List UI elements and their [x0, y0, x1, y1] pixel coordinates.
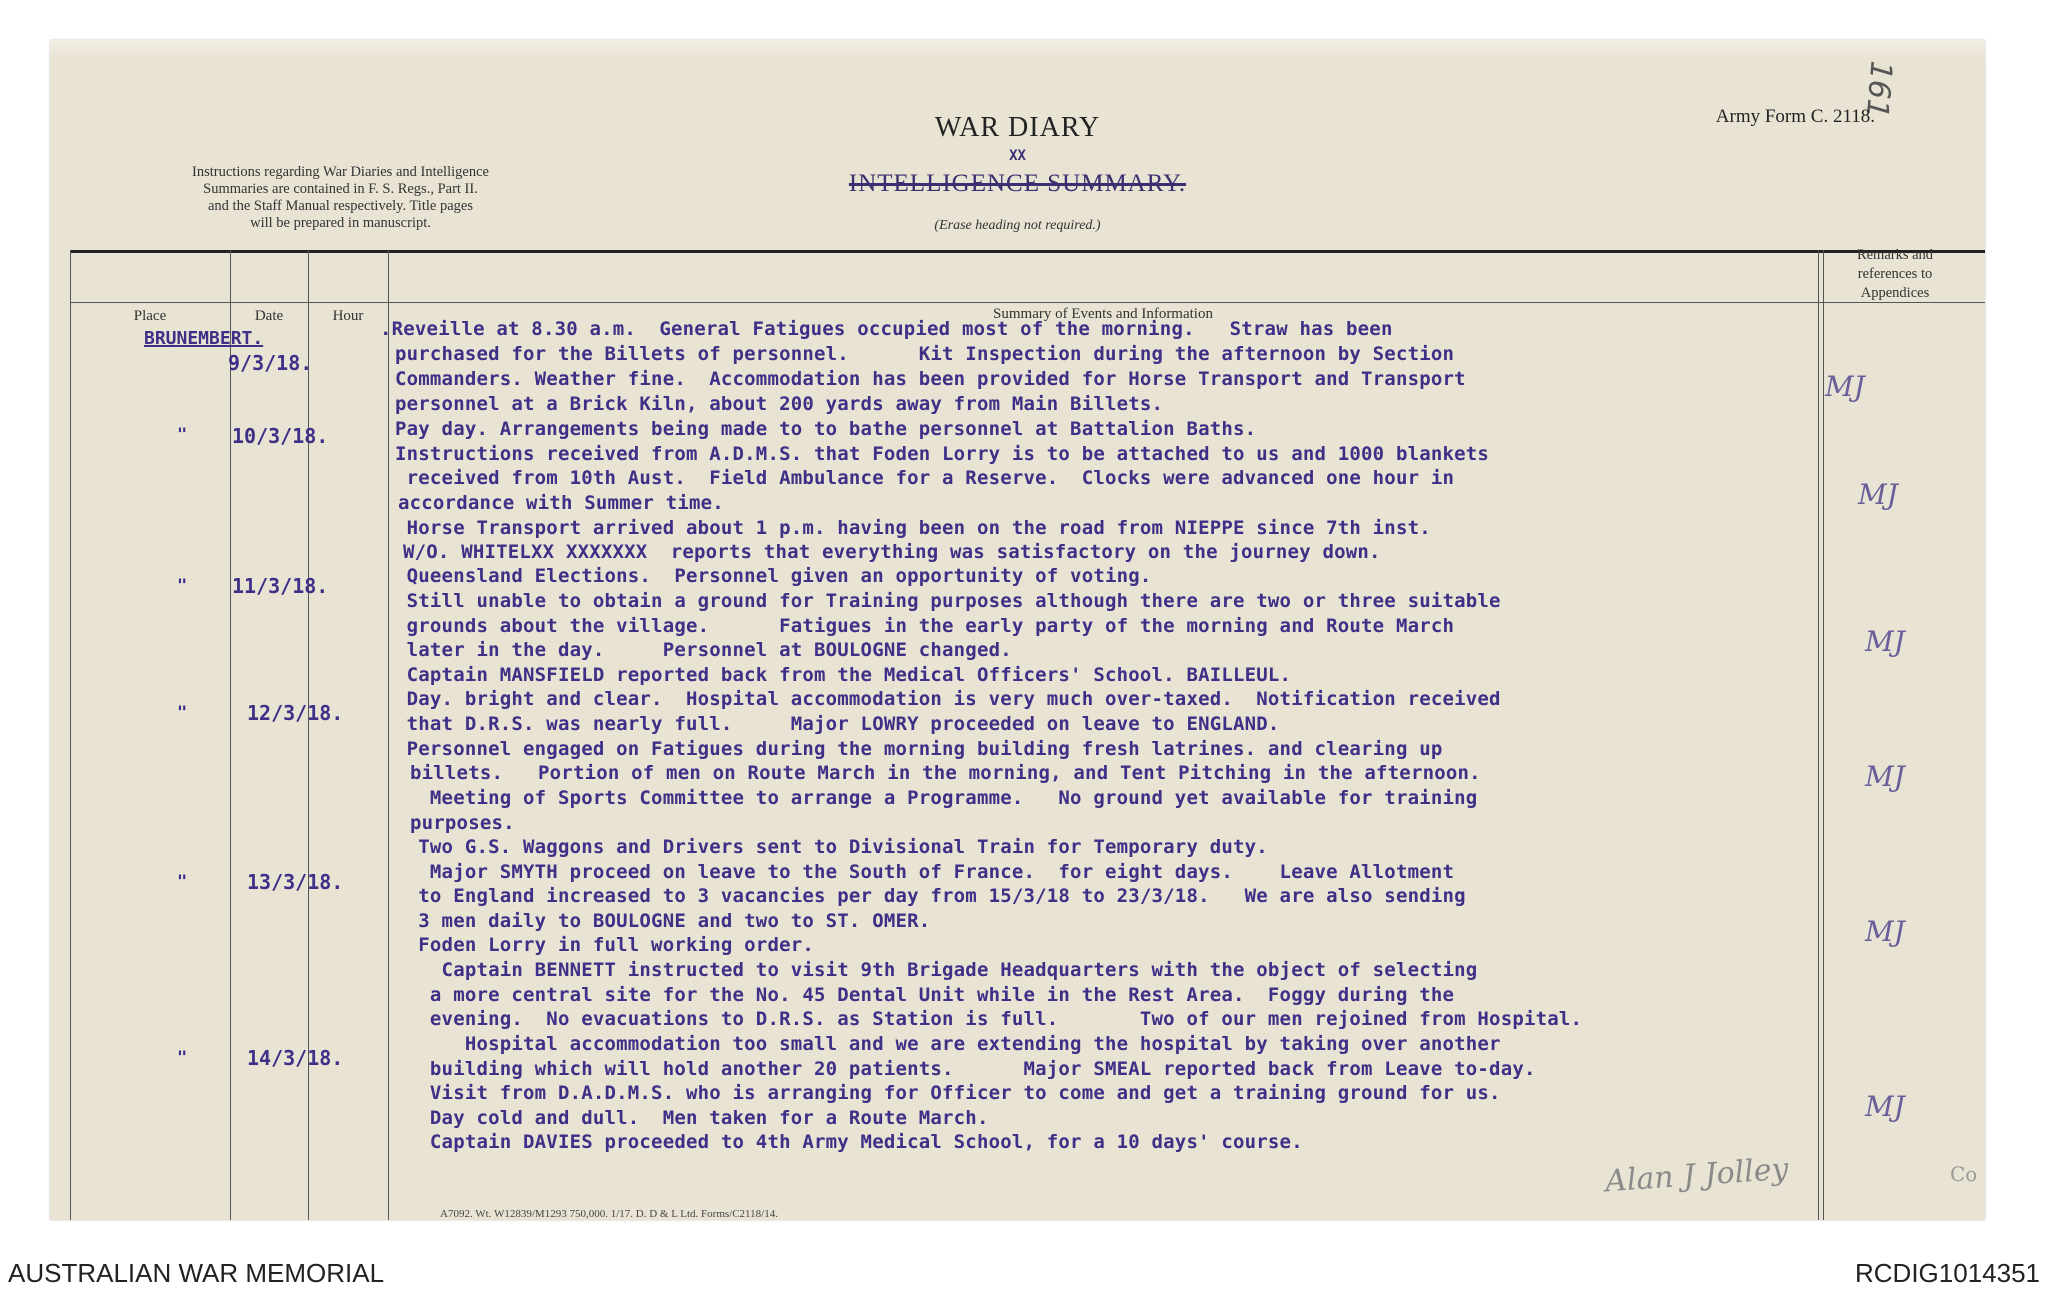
instructions-line: will be prepared in manuscript. — [250, 215, 431, 231]
entry-line: Captain BENNETT instructed to visit 9th Brigade Headquarters with the object of selecting — [395, 959, 1478, 981]
entry-line: that D.R.S. was nearly full. Major LOWRY proceeded on leave to ENGLAND. — [395, 713, 1280, 735]
remarks-header-line: references to — [1857, 266, 1933, 282]
entry-line: Pay day. Arrangements being made to to bathe personnel at Battalion Baths. — [395, 418, 1257, 440]
entry-line: a more central site for the No. 45 Dental Unit while in the Rest Area. Foggy during the — [395, 984, 1455, 1006]
entry-line: Instructions received from A.D.M.S. that Foden Lorry is to be attached to us and 1000 blankets — [395, 443, 1490, 465]
entry-date: 12/3/18. — [247, 701, 344, 725]
entry-line: Meeting of Sports Committee to arrange a Programme. No ground yet available for training — [395, 787, 1478, 809]
remarks-initials: MJ — [1865, 1090, 1905, 1123]
entry-line: Two G.S. Waggons and Drivers sent to Divisional Train for Temporary duty. — [395, 836, 1268, 858]
ditto-mark: " — [177, 872, 188, 892]
or-word: XX — [1009, 148, 1026, 164]
entry-line: grounds about the village. Fatigues in the early party of the morning and Route March — [395, 615, 1455, 637]
entry-line: Queensland Elections. Personnel given an opportunity of voting. — [395, 565, 1152, 587]
table-header-rule — [70, 302, 1985, 303]
entry-date: 14/3/18. — [247, 1046, 344, 1070]
entry-line: Hospital accommodation too small and we are extending the hospital by taking over another — [395, 1033, 1501, 1055]
column-header-remarks — [1835, 246, 1955, 303]
entry-line: Visit from D.A.D.M.S. who is arranging for Officer to come and get a training ground for us. — [395, 1082, 1501, 1104]
entry-line: Day cold and dull. Men taken for a Route March. — [395, 1107, 989, 1129]
remarks-header-line: Appendices — [1860, 285, 1930, 301]
remarks-header-line: Remarks and — [1856, 247, 1934, 263]
entry-line: personnel at a Brick Kiln, about 200 yards away from Main Billets. — [395, 393, 1164, 415]
ditto-mark: " — [177, 425, 188, 445]
entry-line: Day. bright and clear. Hospital accommodation is very much over-taxed. Notification received — [395, 688, 1501, 710]
ditto-mark: " — [177, 576, 188, 596]
entry-line: to England increased to 3 vacancies per day from 15/3/18 to 23/3/18. We are also sending — [395, 885, 1466, 907]
entry-line: Captain MANSFIELD reported back from the Medical Officers' School. BAILLEUL. — [395, 664, 1292, 686]
entry-line: purchased for the Billets of personnel. Kit Inspection during the afternoon by Section — [395, 343, 1455, 365]
ditto-mark: " — [177, 703, 188, 723]
entry-line: received from 10th Aust. Field Ambulance for a Reserve. Clocks were advanced one hour in — [395, 467, 1455, 489]
column-divider — [388, 250, 389, 1220]
remarks-initials: MJ — [1865, 915, 1905, 948]
entry-line: Personnel engaged on Fatigues during the morning building fresh latrines. and clearing up — [395, 738, 1443, 760]
column-divider — [308, 250, 309, 1220]
column-header-summary: Summary of Events and Information — [993, 306, 1213, 322]
entry-line: 3 men daily to BOULOGNE and two to ST. OMER. — [395, 910, 931, 932]
entry-line: Commanders. Weather fine. Accommodation has been provided for Horse Transport and Transport — [395, 368, 1466, 390]
ditto-mark: " — [177, 1048, 188, 1068]
entry-line: evening. No evacuations to D.R.S. as Station is full. Two of our men rejoined from Hospital. — [395, 1008, 1583, 1030]
column-divider — [70, 250, 71, 1220]
erase-note: (Erase heading not required.) — [934, 218, 1101, 233]
entry-date: 13/3/18. — [247, 870, 344, 894]
entry-line: Major SMYTH proceed on leave to the South of France. for eight days. Leave Allotment — [395, 861, 1455, 883]
printer-imprint: A7092. Wt. W12839/M1293 750,000. 1/17. D. D & L Ltd. Forms/C2118/14. — [440, 1208, 778, 1220]
remarks-initials: MJ — [1865, 625, 1905, 658]
entry-line: purposes. — [410, 812, 515, 834]
remarks-initials: MJ — [1825, 370, 1865, 403]
remarks-initials: MJ — [1865, 760, 1905, 793]
entry-date: 9/3/18. — [228, 351, 313, 375]
army-form-number: Army Form C. 2118. — [1715, 106, 1875, 127]
remarks-initials: MJ — [1858, 478, 1898, 511]
archive-credit: AUSTRALIAN WAR MEMORIAL — [8, 1258, 385, 1288]
instructions-line: and the Staff Manual respectively. Title pages — [208, 198, 473, 214]
page-title: WAR DIARY — [934, 112, 1101, 143]
column-header-hour: Hour — [332, 308, 364, 324]
corner-mark: Co — [1950, 1162, 1978, 1186]
page-number: 161 — [1858, 59, 1899, 120]
column-divider — [230, 250, 231, 1220]
column-header-place: Place — [133, 308, 167, 324]
signature: Alan J Jolley — [1604, 1151, 1790, 1200]
entry-date: 11/3/18. — [232, 574, 329, 598]
column-header-date: Date — [254, 308, 284, 324]
entry-line: building which will hold another 20 patients. Major SMEAL reported back from Leave to-day. — [395, 1058, 1536, 1080]
instructions-line: Instructions regarding War Diaries and Intelligence — [192, 164, 489, 180]
entry-line: later in the day. Personnel at BOULOGNE changed. — [395, 639, 1012, 661]
instructions-line: Summaries are contained in F. S. Regs., Part II. — [203, 181, 478, 197]
archive-reference: RCDIG1014351 — [1855, 1258, 2040, 1288]
entry-line: billets. Portion of men on Route March in the morning, and Tent Pitching in the afternoon. — [410, 762, 1481, 784]
column-divider — [1818, 250, 1819, 1220]
entry-line: accordance with Summer time. — [398, 492, 724, 514]
entry-line: Captain DAVIES proceeded to 4th Army Medical School, for a 10 days' course. — [395, 1131, 1303, 1153]
entry-line: .Reveille at 8.30 a.m. General Fatigues occupied most of the morning. Straw has been — [380, 318, 1393, 340]
entry-line: Still unable to obtain a ground for Training purposes although there are two or three suitable — [395, 590, 1501, 612]
struck-heading: INTELLIGENCE SUMMARY. — [848, 170, 1187, 197]
place-name: BRUNEMBERT. — [144, 328, 264, 349]
war-diary-page — [50, 40, 1985, 1220]
entry-line: Horse Transport arrived about 1 p.m. having been on the road from NIEPPE since 7th inst. — [395, 517, 1431, 539]
column-divider — [1823, 250, 1824, 1220]
entry-date: 10/3/18. — [232, 424, 329, 448]
entry-line: Foden Lorry in full working order. — [395, 934, 815, 956]
table-top-rule — [70, 250, 1985, 253]
entry-line: W/O. WHITELXX XXXXXXX reports that everything was satisfactory on the journey down. — [403, 541, 1381, 563]
